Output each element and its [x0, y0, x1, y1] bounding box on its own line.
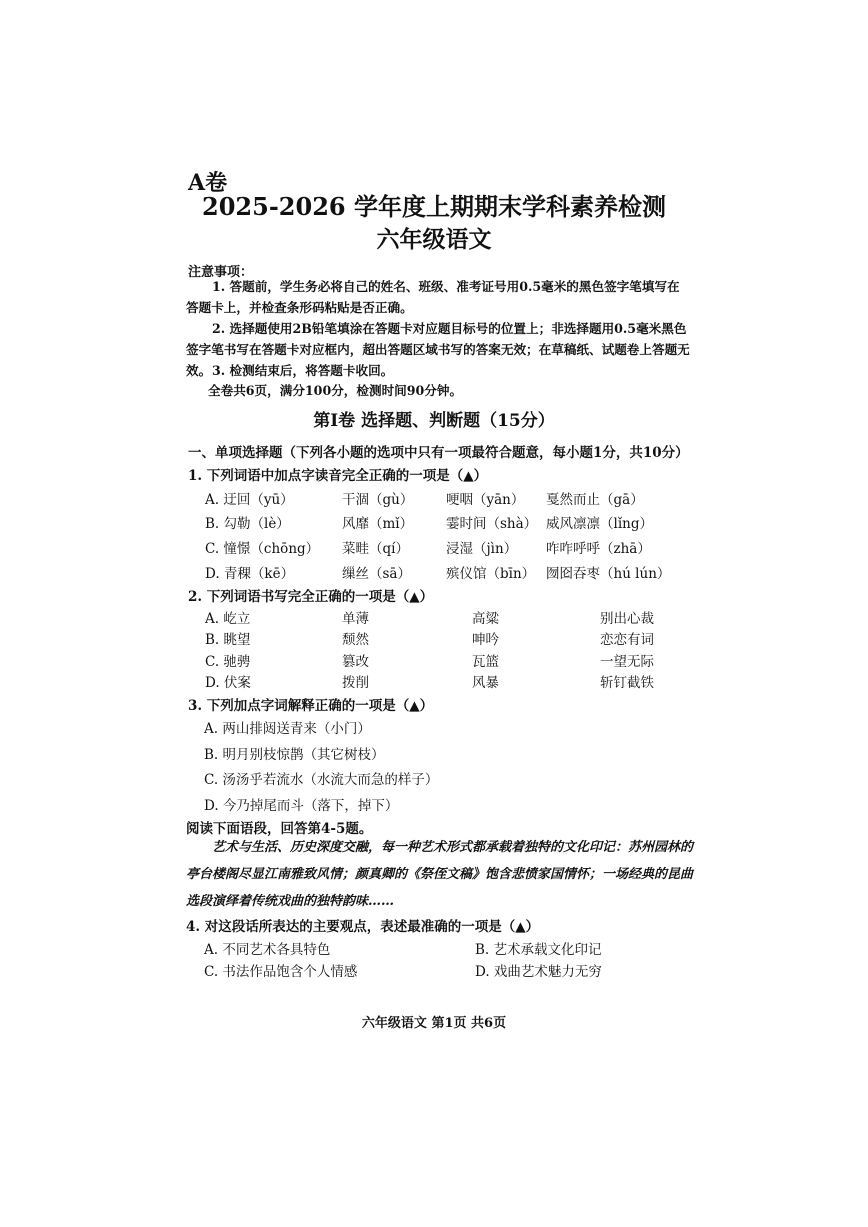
q2-option: 恋恋有词: [600, 632, 654, 648]
q1-option: 缫丝（sā）: [342, 566, 411, 582]
q1-option: A. 迂回（yū）: [205, 492, 294, 508]
q3-option-c: C. 汤汤乎若流水（水流大而急的样子）: [204, 772, 439, 788]
q3-stem: 3. 下列加点字词解释正确的一项是（▲）: [188, 698, 434, 714]
q4-option-b: B. 艺术承载文化印记: [475, 942, 602, 958]
q1-option: 殡仪馆（bīn）: [446, 566, 536, 582]
reading-passage: [186, 834, 698, 915]
notes-heading: 注意事项：: [188, 265, 254, 280]
reading-intro: 阅读下面语段，回答第4-5题。: [186, 821, 373, 837]
q4-option-d: D. 戏曲艺术魅力无穷: [475, 964, 602, 980]
q2-stem: 2. 下列词语书写完全正确的一项是（▲）: [188, 589, 434, 605]
q2-option: 拨削: [342, 675, 369, 691]
q3-option-b: B. 明月别枝惊鹊（其它树枝）: [204, 747, 385, 763]
exam-title: 2025-2026 学年度上期期末学科素养检测: [202, 192, 666, 221]
q2-option: 斩钉截铁: [600, 675, 654, 691]
q1-option: 咋咋呼呼（zhā）: [546, 541, 651, 557]
q1-option: 哽咽（yān）: [446, 492, 525, 508]
q3-option-d: D. 今乃掉尾而斗（落下，掉下）: [204, 798, 399, 814]
note-item-1-text: 1. 答题前，学生务必将自己的姓名、班级、准考证号用0.5毫米的黑色签字笔填写在答题卡上，并检查条形码粘贴是否正确。: [186, 279, 680, 315]
q2-option: 篡改: [342, 654, 369, 670]
q2-option: C. 驰骋: [205, 654, 251, 670]
note-item-3: [186, 360, 692, 381]
note-item-2-text: 2. 选择题使用2B铅笔填涂在答题卡对应题目标号的位置上；非选择题用0.5毫米黑色签字笔书写在答题卡对应框内，超出答题区域书写的答案无效；在草稿纸、试题卷上答题无效。: [186, 321, 690, 378]
note-item-4: [186, 380, 692, 401]
q2-option: 风暴: [472, 675, 499, 691]
q3-option-a: A. 两山排闼送青来（小门）: [204, 721, 371, 737]
q1-option: B. 勾勒（lè）: [205, 516, 290, 532]
q2-option: B. 眺望: [205, 632, 251, 648]
q2-option: 高粱: [472, 611, 499, 627]
q2-option: 颓然: [342, 632, 369, 648]
note-item-4-text: 全卷共6页，满分100分，检测时间90分钟。: [208, 383, 463, 398]
q4-stem: 4. 对这段话所表达的主要观点，表述最准确的一项是（▲）: [186, 919, 540, 935]
q2-option: 瓦篮: [472, 654, 499, 670]
section-title: 第Ⅰ卷 选择题、判断题（15分）: [313, 411, 555, 431]
q1-option: 浸湿（jìn）: [446, 541, 518, 557]
q1-option: 干涸（gù）: [342, 492, 414, 508]
q1-stem: 1. 下列词语中加点字读音完全正确的一项是（▲）: [188, 468, 488, 484]
q2-option: 别出心裁: [600, 611, 654, 627]
q1-option: 戛然而止（gā）: [546, 492, 644, 508]
note-item-1: [186, 276, 692, 318]
q1-option: C. 憧憬（chōng）: [205, 541, 320, 557]
q2-option: 呻吟: [472, 632, 499, 648]
reading-passage-text: 艺术与生活、历史深度交融，每一种艺术形式都承载着独特的文化印记：苏州园林的亭台楼阁尽显江南雅致风情；颜真卿的《祭侄文稿》饱含悲愤家国情怀；一场经典的昆曲选段演绎着传统戏曲的独特韵味……: [186, 840, 694, 909]
q1-option: 菜畦（qí）: [342, 541, 409, 557]
exam-subtitle: 六年级语文: [376, 226, 492, 253]
note-item-3-text: 3. 检测结束后，将答题卡收回。: [212, 363, 394, 378]
q1-option: 风靡（mǐ）: [342, 516, 414, 532]
volume-label: A卷: [188, 170, 228, 196]
q1-option: 威风凛凛（lǐng）: [546, 516, 653, 532]
page-footer: 六年级语文 第1页 共6页: [361, 1016, 507, 1031]
q2-option: D. 伏案: [205, 675, 251, 691]
q1-option: 霎时间（shà）: [446, 516, 538, 532]
q2-option: 单薄: [342, 611, 369, 627]
q1-option: 囫囵吞枣（hú lún）: [546, 566, 671, 582]
q4-option-c: C. 书法作品饱含个人情感: [204, 964, 358, 980]
q1-option: D. 青稞（kē）: [205, 566, 295, 582]
q2-option: 一望无际: [600, 654, 654, 670]
q2-option: A. 屹立: [205, 611, 251, 627]
q4-option-a: A. 不同艺术各具特色: [204, 942, 331, 958]
part-one-heading: 一、单项选择题（下列各小题的选项中只有一项最符合题意，每小题1分，共10分）: [188, 445, 689, 461]
